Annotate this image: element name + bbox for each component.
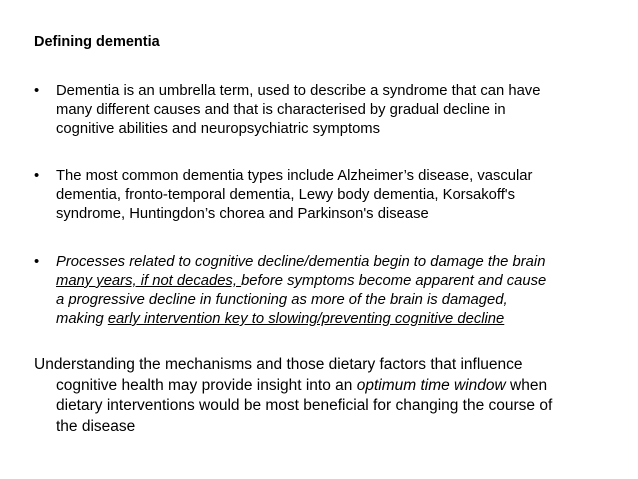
bullet-line: syndrome, Huntingdon’s chorea and Parkinson's disease (56, 206, 429, 222)
bullet-line-start: making (56, 311, 108, 327)
bullet-line: cognitive abilities and neuropsychiatric symptoms (56, 121, 381, 137)
bullet-text (56, 82, 601, 139)
bullet-text (56, 167, 601, 224)
bullet-line: The most common dementia types include Alzheimer’s disease, vascular (56, 168, 533, 184)
bullet-text (56, 253, 601, 329)
paragraph-line: Understanding the mechanisms and those dietary factors that influence (34, 356, 523, 373)
bullet-dot-icon: • (34, 254, 40, 270)
paragraph-line-end: when (505, 376, 548, 394)
paragraph-line (34, 376, 614, 397)
bullet-line: many different causes and that is characterised by gradual decline in (56, 102, 506, 118)
paragraph-line: dietary interventions would be most beneficial for changing the course of (56, 397, 553, 414)
bullet-dot-icon: • (34, 168, 40, 184)
bullet-line: a progressive decline in functioning as more of the brain is damaged, (56, 292, 508, 308)
bullet-line: Processes related to cognitive decline/dementia begin to damage the brain (56, 254, 546, 270)
bullet-line (56, 272, 601, 291)
italic-phrase: optimum time window (356, 376, 506, 394)
closing-paragraph (34, 355, 614, 437)
bullet-line: dementia, fronto-temporal dementia, Lewy body dementia, Korsakoff's (56, 187, 516, 203)
bullet-dot-icon: • (34, 83, 40, 99)
underlined-phrase: many years, if not decades, (56, 273, 242, 289)
bullet-line (56, 310, 601, 329)
paragraph-line-start: cognitive health may provide insight into an (56, 376, 357, 394)
paragraph-line: the disease (56, 417, 136, 435)
bullet-line: Dementia is an umbrella term, used to describe a syndrome that can have (56, 83, 541, 99)
bullet-line-rest: before symptoms become apparent and cause (241, 273, 547, 289)
underlined-phrase: early intervention key to slowing/preventing cognitive decline (107, 311, 505, 327)
slide-heading: Defining dementia (34, 34, 160, 50)
